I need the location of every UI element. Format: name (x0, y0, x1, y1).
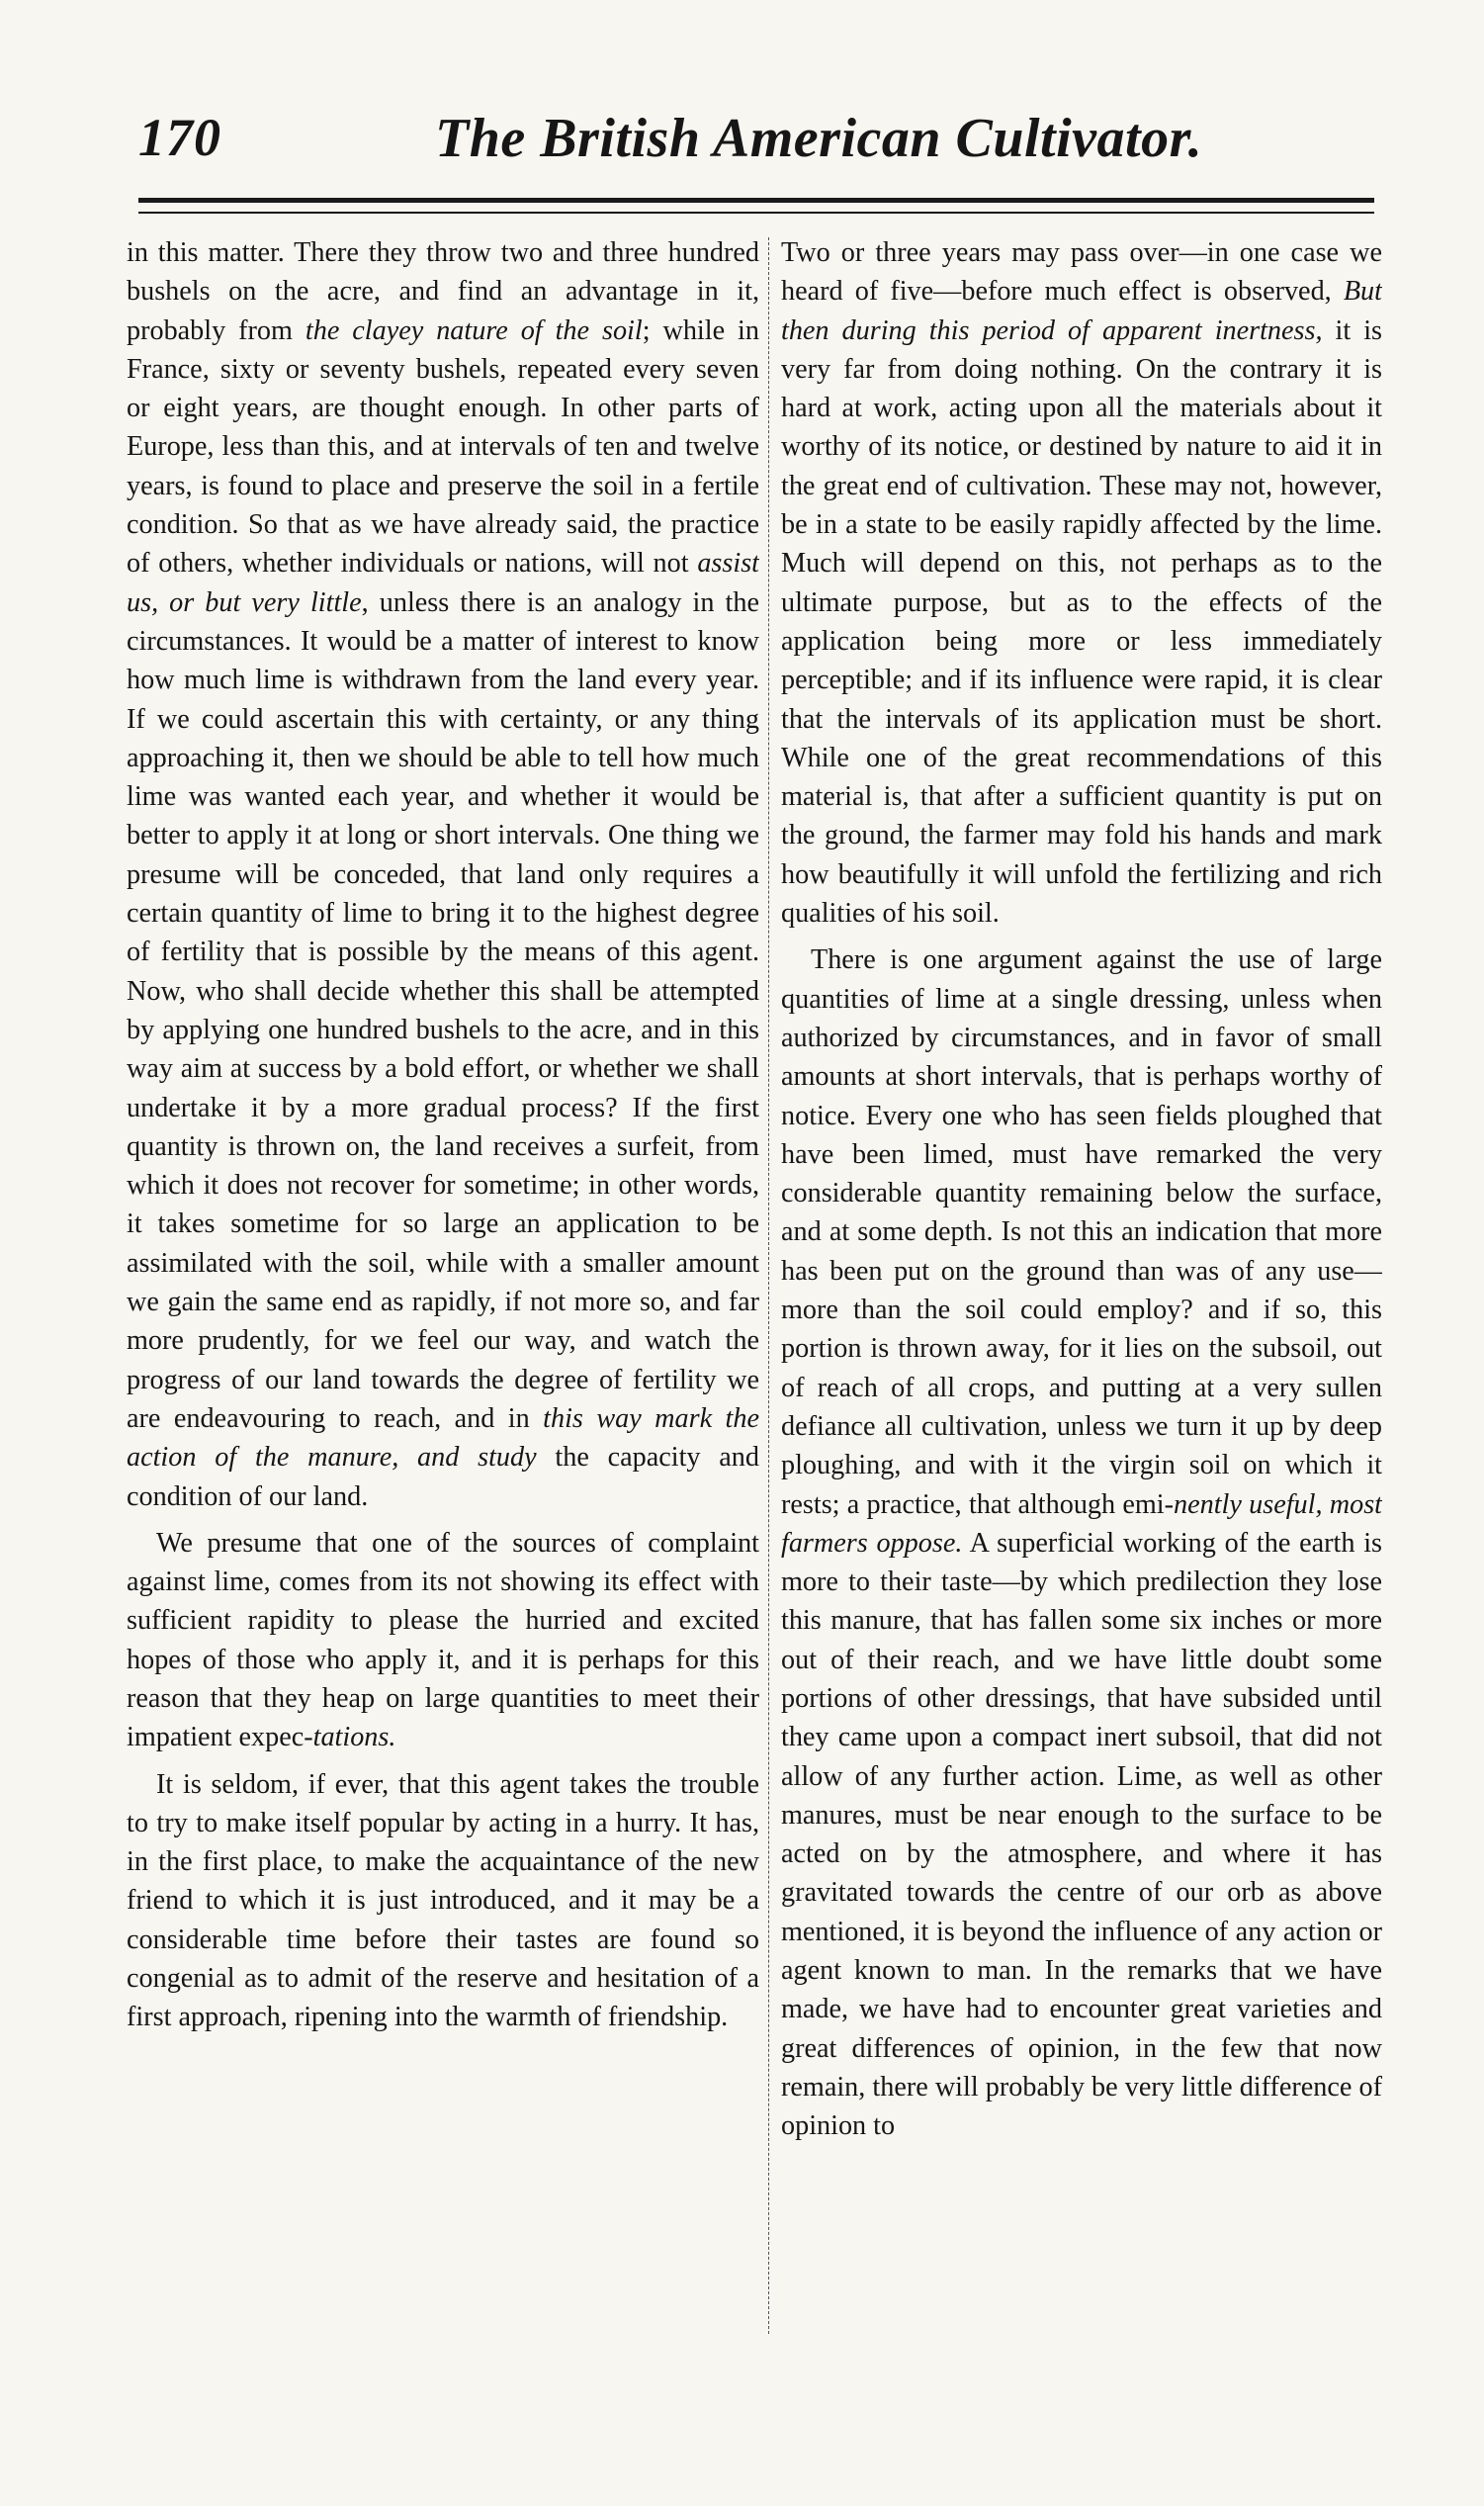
text-run: the capacity and condition of our land. (127, 1442, 759, 1512)
paragraph (127, 1524, 759, 1757)
italic-run: this way mark the action of the manure, and study (127, 1402, 759, 1474)
text-run: in this matter. There they throw two and three hundred bushels on the acre, and find an advantage in it, probably from (127, 237, 759, 346)
paragraph (127, 1765, 759, 2037)
text-run: ; while in France, sixty or seventy bushels, repeated every seven or eight years, are thought enough. In other parts of Europe, less than this, and at intervals of ten and twelve years, is found to place and preserve the soil in a fertile condition. So that as we have already said, the practice of others, whether individuals or nations, will not (127, 314, 759, 580)
paragraph (127, 233, 759, 1516)
italic-run: assist us, or but very little (127, 548, 759, 618)
running-title: The British American Cultivator. (435, 108, 1203, 169)
italic-run: nently useful, most farmers oppose. (781, 1488, 1382, 1559)
italic-run: But then during this period of apparent inertness, (781, 276, 1382, 346)
page-number: 170 (138, 108, 221, 167)
text-run: A superficial working of the earth is more to their taste—by which predilection they lose this manure, that has fallen some six inches or more out of their reach, and we have little doubt some portions of other dressings, that have subsided until they came upon a compact inert subsoil, that did not allow of any further action. Lime, as well as other manures, must be near enough to the surface to be acted on by the atmosphere, and where it has gravitated towards the centre of our orb as above mentioned, it is beyond the influence of any action or agent known to man. In the remarks that we have made, we have had to encounter great varieties and great differences of opinion, in the few that now remain, there will probably be very little difference of opinion to (781, 1527, 1382, 2142)
left-column (127, 233, 759, 2340)
italic-run: tations. (312, 1722, 396, 1753)
header-rule-thick (138, 198, 1374, 203)
text-run: Two or three years may pass over—in one case we heard of five—before much effect is observed, (781, 237, 1382, 308)
page-header (138, 107, 1374, 186)
text-run: it is very far from doing nothing. On the contrary it is hard at work, acting upon all the materials about it worthy of its notice, or destined by nature to aid it in the great end of cultivation. These may not, however, be in a state to be easily rapidly affected by the lime. Much will depend on this, not perhaps as to the ultimate purpose, but as to the effects of the application being more or less immediately perceptible; and if its influence were rapid, it is clear that the intervals of its application must be short. While one of the great recommendations of this material is, that after a sufficient quantity is put on the ground, the farmer may fold his hands and mark how beautifully it will unfold the fertilizing and rich qualities of his soil. (781, 314, 1382, 930)
header-rule-thin (138, 212, 1374, 214)
text-run: , unless there is an analogy in the circumstances. It would be a matter of interest to know how much lime is withdrawn from the land every year. If we could ascertain this with certainty, or any thing approaching it, then we should be able to tell how much lime was wanted each year, and whether it would be better to apply it at long or short intervals. One thing we presume will be conceded, that land only requires a certain quantity of lime to bring it to the highest degree of fertility that is possible by the means of this agent. Now, who shall decide whether this shall be attempted by applying one hundred bushels to the acre, and in this way aim at success by a bold effort, or whether we shall undertake it by a more gradual process? If the first quantity is thrown on, the land receives a surfeit, from which it does not recover for sometime; in other words, it takes sometime for so large an application to be assimilated with the soil, while with a smaller amount we gain the same end as rapidly, if not more so, and far more prudently, for we feel our way, and watch the progress of our land towards the degree of fertility we are endeavouring to reach, and in (127, 586, 759, 1434)
column-divider (768, 237, 769, 2334)
text-run: We presume that one of the sources of complaint against lime, comes from its not showing its effect with sufficient rapidity to please the hurried and excited hopes of those who apply it, and it is perhaps for this reason that they heap on large quantities to meet their impatient expec- (127, 1527, 759, 1753)
italic-run: the clayey nature of the soil (305, 314, 643, 346)
paragraph (781, 233, 1382, 933)
text-run: It is seldom, if ever, that this agent takes the trouble to try to make itself popular by acting in a hurry. It has, in the first place, to make the acquaintance of the new friend to which it is just introduced, and it may be a considerable time before their tastes are found so congenial as to admit of the reserve and hesitation of a first approach, ripening into the warmth of friendship. (127, 1768, 759, 2033)
text-run: There is one argument against the use of large quantities of lime at a single dressing, unless when authorized by circumstances, and in favor of small amounts at short intervals, that is perhaps worthy of notice. Every one who has seen fields ploughed that have been limed, must have remarked the very considerable quantity remaining below the surface, and at some depth. Is not this an indication that more has been put on the ground than was of any use—more than the soil could employ? and if so, this portion is thrown away, for it lies on the subsoil, out of reach of all crops, and putting at a very sullen defiance all cultivation, unless we turn it up by deep ploughing, and with it the virgin soil on which it rests; a practice, that although emi- (781, 944, 1382, 1520)
right-column (781, 233, 1382, 2340)
paragraph (781, 940, 1382, 2145)
